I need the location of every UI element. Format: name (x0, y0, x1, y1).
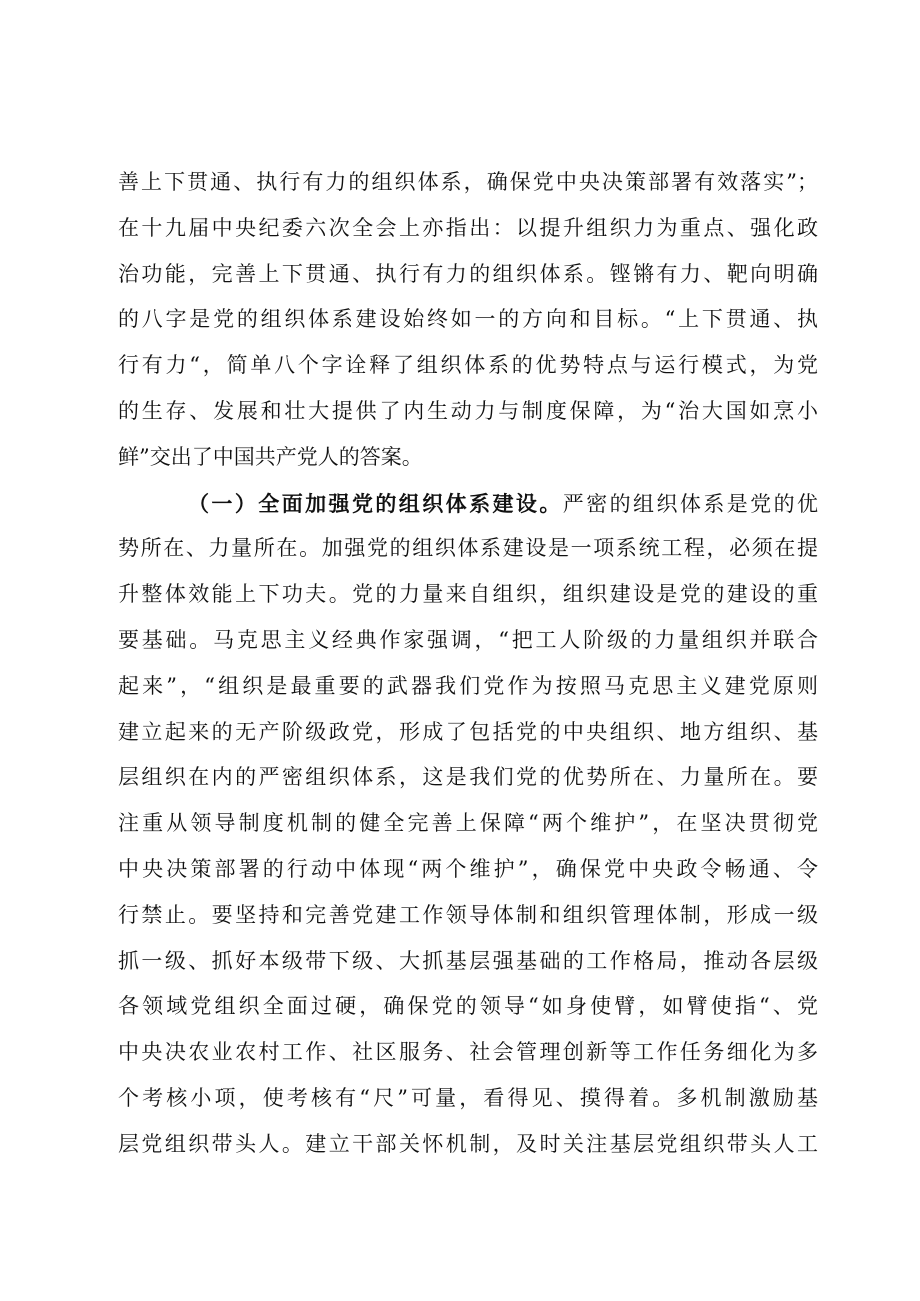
text-line: 的八字是党的组织体系建设始终如一的方向和目标。“上下贯通、执 (118, 307, 818, 332)
text-line: 在十九届中央纪委六次全会上亦指出：以提升组织力为重点、强化政 (118, 215, 818, 240)
text-line: 行有力“，简单八个字诠释了组织体系的优势特点与运行模式，为党 (118, 353, 818, 378)
text-line: 建立起来的无产阶级政党，形成了包括党的中央组织、地方组织、基 (118, 719, 818, 744)
text-line: 个考核小项，使考核有“尺”可量，看得见、摸得着。多机制激励基 (118, 1085, 818, 1110)
text-line: 行禁止。要坚持和完善党建工作领导体制和组织管理体制，形成一级 (118, 902, 818, 927)
text-line: 中央决策部署的行动中体现“两个维护”，确保党中央政令畅通、令 (118, 856, 818, 881)
paragraph-2 (118, 481, 818, 1168)
text-line: 注重从领导制度机制的健全完善上保障“两个维护”，在坚决贯彻党 (118, 811, 818, 836)
document-body (118, 160, 818, 1168)
text-line: 起来”，“组织是最重要的武器我们党作为按照马克思主义建党原则 (118, 673, 818, 698)
paragraph-first-line (118, 481, 818, 527)
text-line: 治功能，完善上下贯通、执行有力的组织体系。铿锵有力、靶向明确 (118, 261, 818, 286)
text-line: 要基础。马克思主义经典作家强调，“把工人阶级的力量组织并联合 (118, 627, 818, 652)
text-line: 的生存、发展和壮大提供了内生动力与制度保障，为“治大国如烹小 (118, 398, 818, 423)
paragraph-1 (118, 160, 818, 481)
text-line: 善上下贯通、执行有力的组织体系，确保党中央决策部署有效落实”； (118, 170, 818, 194)
text-line: 鲜”交出了中国共产党人的答案。 (118, 444, 423, 469)
section-heading: （一）全面加强党的组织体系建设。 (188, 490, 563, 516)
text-line: 层组织在内的严密组织体系，这是我们党的优势所在、力量所在。要 (118, 765, 818, 790)
heading-continuation: 严密的组织体系是党的优 (562, 491, 819, 516)
text-line: 抓一级、抓好本级带下级、大抓基层强基础的工作格局，推动各层级 (118, 948, 818, 973)
text-line: 升整体效能上下功夫。党的力量来自组织，组织建设是党的建设的重 (118, 582, 818, 607)
text-line: 层党组织带头人。建立干部关怀机制，及时关注基层党组织带头人工 (118, 1131, 818, 1156)
text-line: 势所在、力量所在。加强党的组织体系建设是一项系统工程，必须在提 (118, 536, 818, 561)
text-line: 各领域党组织全面过硬，确保党的领导“如身使臂，如臂使指“、党 (118, 994, 818, 1019)
text-line: 中央决农业农村工作、社区服务、社会管理创新等工作任务细化为多 (118, 1040, 818, 1065)
